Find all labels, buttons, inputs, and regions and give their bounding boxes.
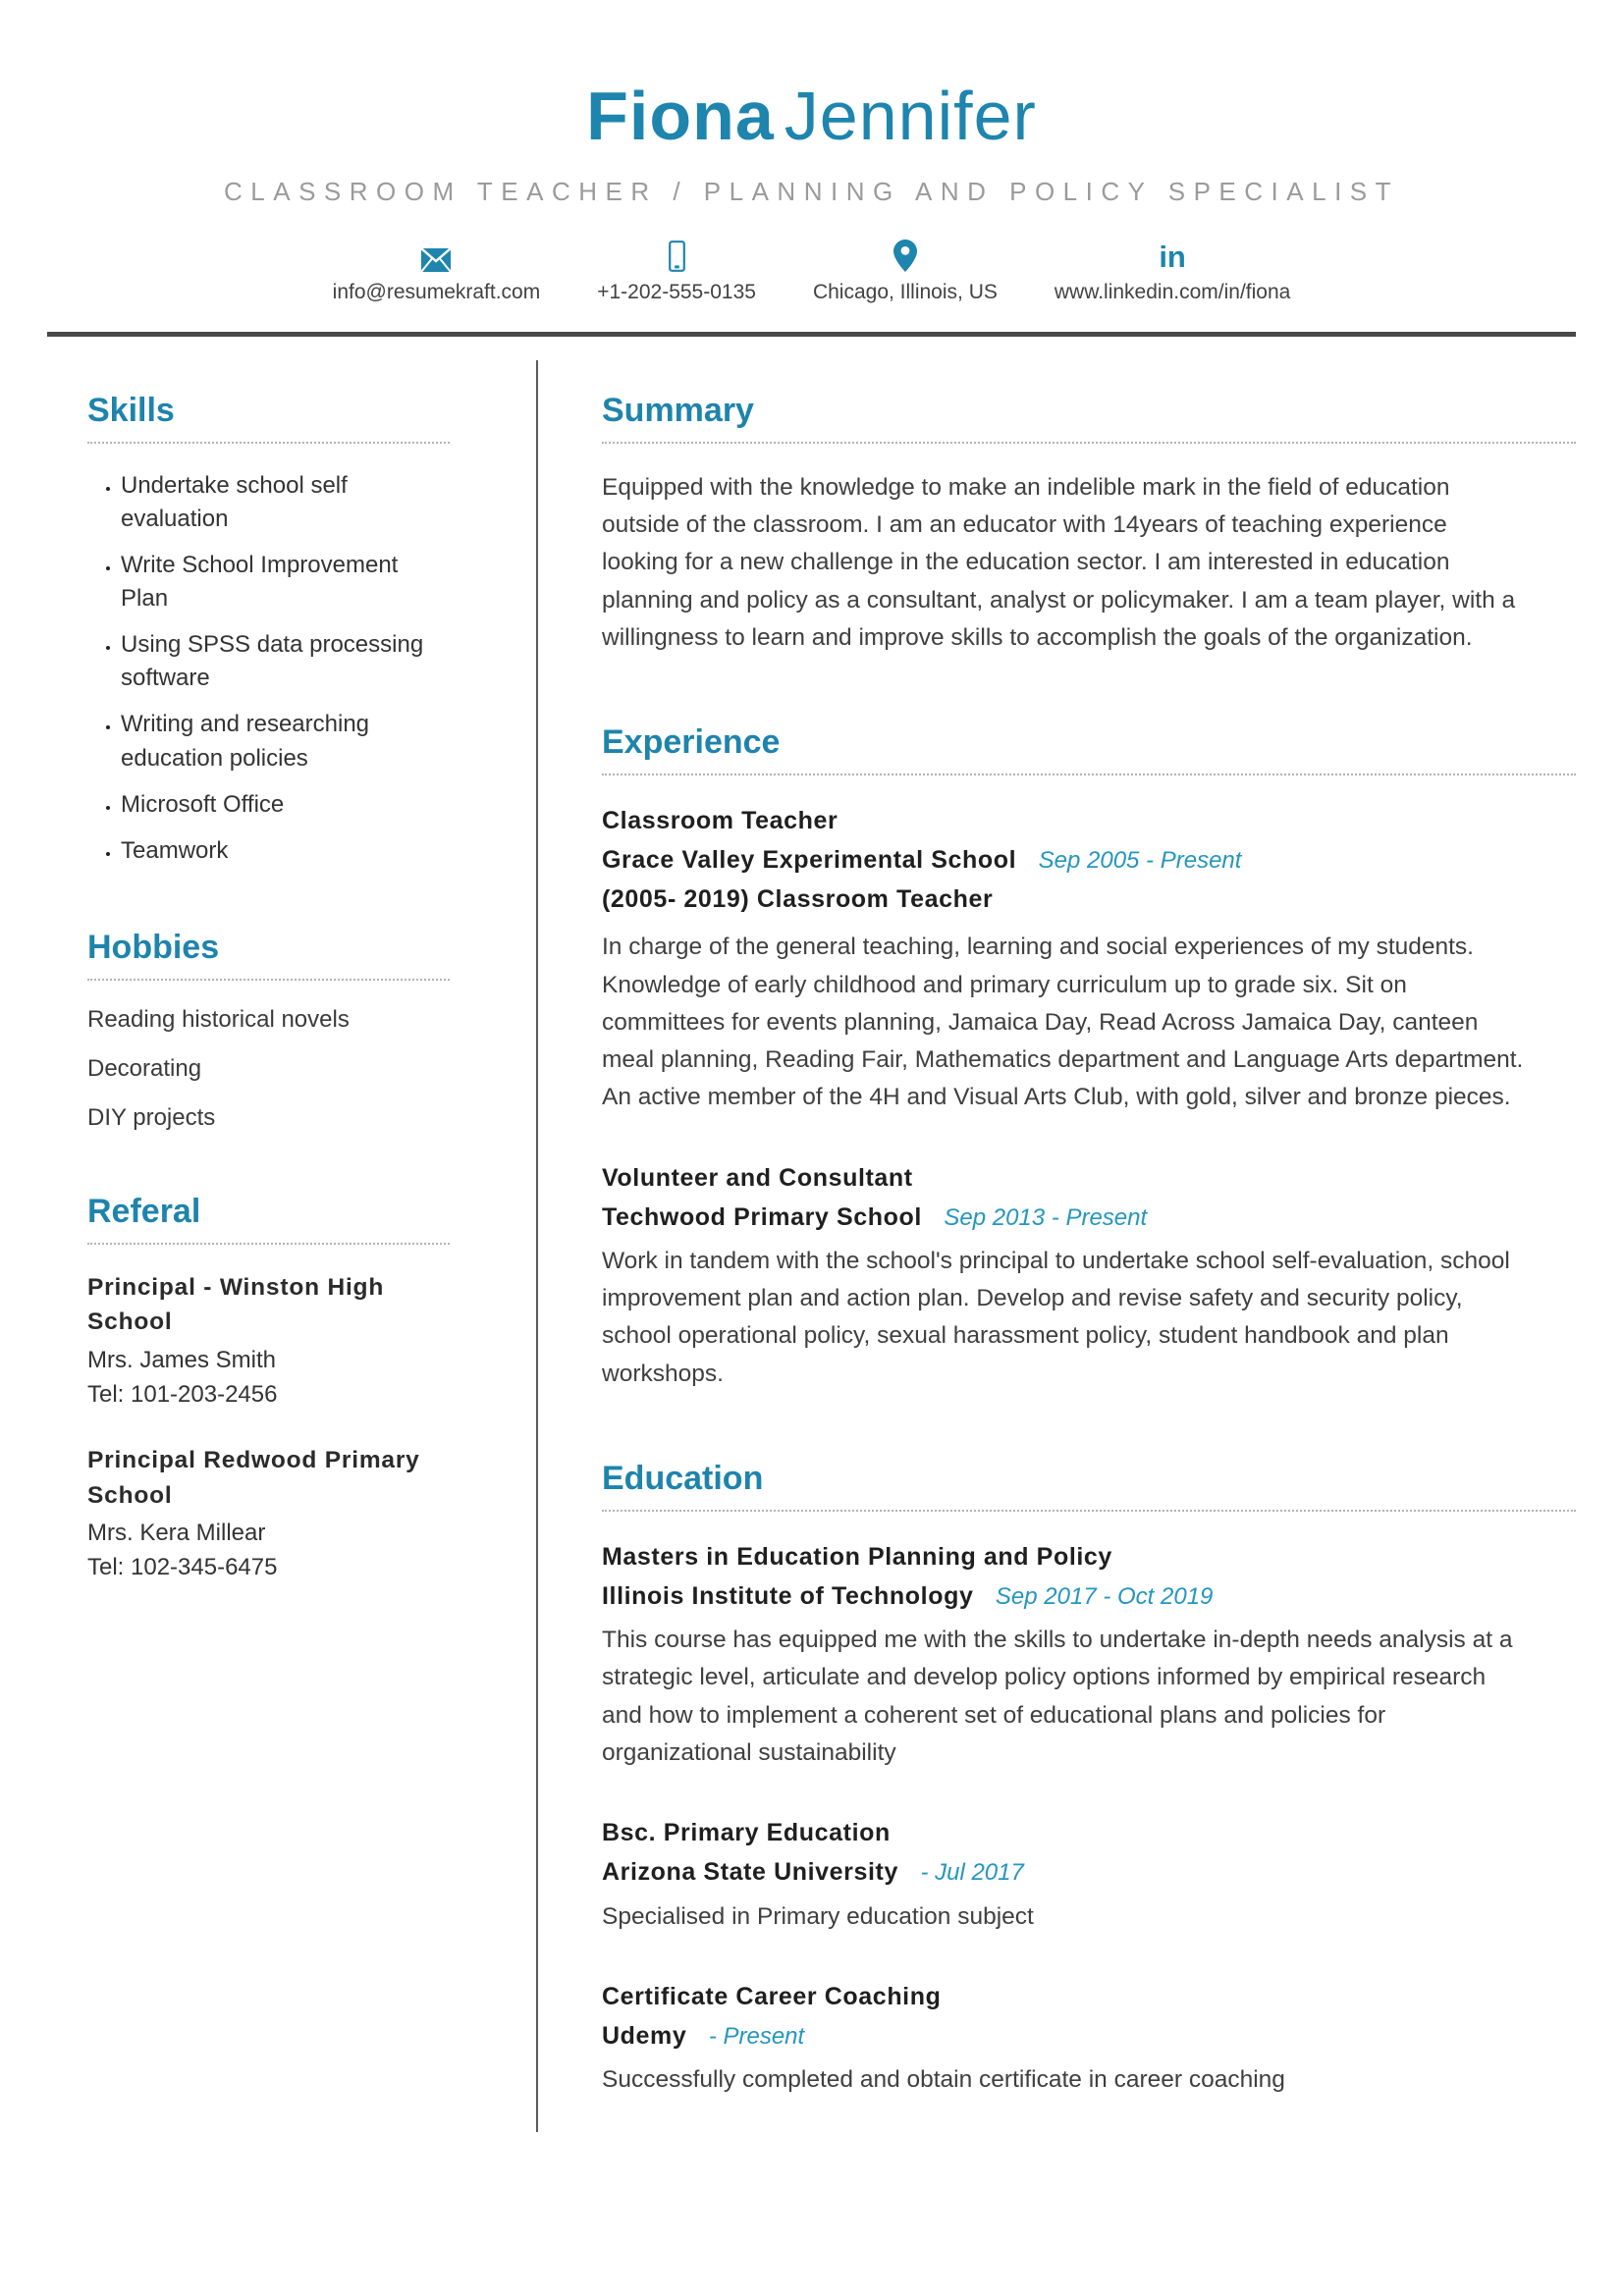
education-orgline [602,2016,1576,2056]
person-name [0,77,1623,155]
contact-email [333,239,541,304]
referal-name: Mrs. Kera Millear [87,1520,266,1547]
referal-entry [87,1270,450,1413]
experience-entry [602,801,1576,1116]
education-entry [602,1813,1576,1936]
main-column [546,337,1623,2165]
last-name: Jennifer [784,78,1037,154]
linkedin-icon: in [1159,240,1186,274]
education-orgline [602,1852,1576,1892]
email-value[interactable]: info@resumekraft.com [332,281,541,303]
skills-list [87,469,450,868]
education-entry [602,1537,1576,1772]
education-entry [602,1977,1576,2100]
phone-icon [669,239,685,272]
education-org: Arizona State University [602,1858,898,1887]
linkedin-value[interactable]: www.linkedin.com/in/fiona [1054,281,1291,303]
experience-heading: Experience [602,723,1576,775]
education-heading: Education [602,1460,1576,1512]
education-degree: Bsc. Primary Education [602,1819,891,1847]
contact-linkedin [1055,239,1290,304]
contact-row [0,239,1623,304]
hobby-item: DIY projects [87,1103,216,1131]
list-item: • Using SPSS data processing software [121,628,450,695]
contact-phone [597,239,756,304]
experience-orgline [602,1198,1576,1237]
experience-entry [602,1158,1576,1393]
section-education [602,1460,1576,2099]
list-item: • Writing and researching education policies [121,708,450,774]
contact-location [813,239,998,304]
location-value: Chicago, Illinois, US [812,281,998,303]
section-referal [87,1193,450,1585]
referal-role: Principal Redwood Primary School [87,1447,420,1509]
column-divider-line [536,360,538,2132]
education-orgline [602,1576,1576,1616]
experience-extra: (2005- 2019) Classroom Teacher [602,885,994,914]
skills-heading: Skills [87,392,450,444]
location-icon [893,239,917,272]
header [0,0,1623,337]
list-item: • Teamwork [121,834,450,868]
experience-org: Grace Valley Experimental School [602,846,1017,875]
hobbies-heading: Hobbies [87,929,450,981]
education-description: This course has equipped me with the skills to undertake in-depth needs analysis at a strategic level, articulate and develop policy options informed by empirical research and how to implement a coherent set of educational plans and policies for organizational sustainability [602,1627,1513,1766]
experience-date: Sep 2005 - Present [1038,847,1242,875]
experience-description: Work in tandem with the school's principal to undertake school self-evaluation, school improvement plan and action plan. Develop and revise safety and security policy, school operational policy, sexual harassment policy, student handbook and plan workshops. [602,1247,1510,1387]
education-description: Successfully completed and obtain certificate in career coaching [602,2066,1285,2094]
job-title: CLASSROOM TEACHER / PLANNING AND POLICY SPECIALIST [223,177,1400,206]
hobby-item: Reading historical novels [87,1005,350,1033]
education-description: Specialised in Primary education subject [602,1902,1034,1930]
section-experience [602,723,1576,1393]
experience-role: Volunteer and Consultant [602,1163,913,1192]
section-skills [87,392,450,868]
phone-value[interactable]: +1-202-555-0135 [597,281,756,303]
referal-role: Principal - Winston High School [87,1273,385,1336]
referal-heading: Referal [87,1193,450,1245]
first-name: Fiona [586,78,775,154]
sidebar [0,337,450,2165]
list-item: • Write School Improvement Plan [121,549,450,615]
education-date: - Jul 2017 [920,1859,1024,1887]
education-date: Sep 2017 - Oct 2019 [995,1582,1214,1610]
hobby-item: Decorating [87,1054,202,1082]
experience-date: Sep 2013 - Present [944,1203,1148,1231]
referal-name: Mrs. James Smith [87,1346,277,1373]
list-item: • Undertake school self evaluation [121,469,450,536]
education-date: - Present [708,2022,805,2050]
email-icon [421,239,451,272]
referal-tel: Tel: 101-203-2456 [87,1380,278,1408]
section-hobbies [87,929,450,1132]
experience-orgline [602,840,1576,880]
experience-description: In charge of the general teaching, learning and social experiences of my students. Knowledge of early childhood and primary curriculum up to grade six. Sit on committees for events planning, Jamaica Day, Read Across Jamaica Day, canteen meal planning, Reading Fair, Mathematics department and Language Arts department. An active member of the 4H and Visual Arts Club, with gold, silver and bronze pieces. [602,934,1524,1111]
education-degree: Masters in Education Planning and Policy [602,1542,1112,1571]
education-org: Illinois Institute of Technology [602,1581,974,1610]
referal-tel: Tel: 102-345-6475 [87,1554,278,1581]
list-item: • Microsoft Office [121,788,450,822]
education-degree: Certificate Career Coaching [602,1982,942,2010]
summary-text: Equipped with the knowledge to make an indelible mark in the field of education outside of the classroom. I am an educator with 14years of teaching experience looking for a new challenge in the education sector. I am interested in education planning and policy as a consultant, analyst or policymaker. I am a team player, with a willingness to learn and improve skills to accomplish the goals of the organization. [602,474,1516,651]
section-summary [602,392,1576,657]
summary-heading: Summary [602,392,1576,444]
experience-org: Techwood Primary School [602,1202,922,1231]
referal-entry [87,1443,450,1585]
body-columns [0,337,1623,2165]
education-org: Udemy [602,2021,687,2050]
experience-role: Classroom Teacher [602,807,839,835]
